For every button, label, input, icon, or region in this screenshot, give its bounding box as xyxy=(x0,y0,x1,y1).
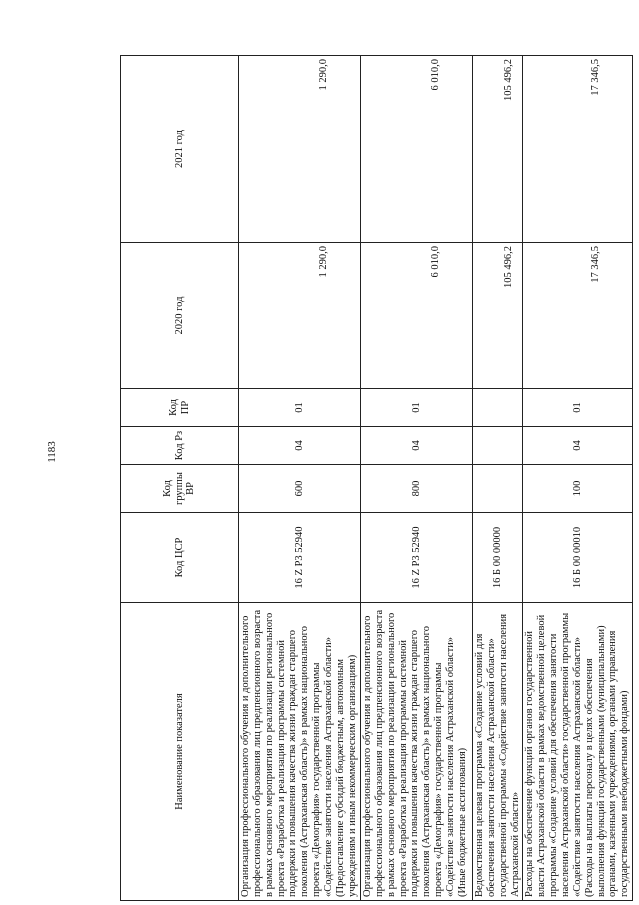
row-rz: 04 xyxy=(523,427,633,465)
row-pr: 01 xyxy=(523,389,633,427)
page-number: 1183 xyxy=(46,441,58,463)
row-2021: 17 346,5 xyxy=(523,56,633,243)
table-row xyxy=(361,56,473,901)
row-pr: 01 xyxy=(361,389,473,427)
row-rz xyxy=(473,427,523,465)
header-pr: Код ПР xyxy=(121,389,239,427)
row-csr: 16 Б 00 00010 xyxy=(523,513,633,603)
row-pr xyxy=(473,389,523,427)
budget-table-sheet xyxy=(120,56,631,901)
rotated-table-wrapper xyxy=(120,56,631,901)
row-2020: 17 346,5 xyxy=(523,243,633,389)
header-rz: Код Рз xyxy=(121,427,239,465)
row-csr: 16 Z P3 52940 xyxy=(361,513,473,603)
row-name: Расходы на обеспечение функций органов государственной власти Астраханской области в рамках ведомственной целевой программы «Создание условий для обеспечения занятости населения Астраханской области» государственной программы «Содействие занятости населения Астраханской области» (Расходы на выплаты персоналу в целях обеспечения выполнения функций государственными (муниципальными) органами, казенными учреждениями, органами управления государственными внебюджетными фондами) xyxy=(523,603,633,901)
header-csr: Код ЦСР xyxy=(121,513,239,603)
row-vr xyxy=(473,465,523,513)
row-name: Организация профессионального обучения и дополнительного профессионального образования лиц предпенсионного возраста в рамках основного мероприятия по реализации регионального проекта «Разработка и реализация программы системной поддержки и повышения качества жизни граждан старшего поколения (Астраханская область)» в рамках национального проекта «Демография» государственной программы «Содействие занятости населения Астраханской области» (Иные бюджетные ассигнования) xyxy=(361,603,473,901)
row-2021: 1 290,0 xyxy=(239,56,361,243)
table-header-row xyxy=(121,56,239,901)
row-2020: 1 290,0 xyxy=(239,243,361,389)
row-2021: 105 496,2 xyxy=(473,56,523,243)
row-vr: 600 xyxy=(239,465,361,513)
row-2020: 105 496,2 xyxy=(473,243,523,389)
row-vr: 800 xyxy=(361,465,473,513)
budget-table xyxy=(120,55,633,901)
row-vr: 100 xyxy=(523,465,633,513)
row-2020: 6 010,0 xyxy=(361,243,473,389)
row-rz: 04 xyxy=(361,427,473,465)
table-row xyxy=(239,56,361,901)
row-rz: 04 xyxy=(239,427,361,465)
table-row xyxy=(523,56,633,901)
table-row xyxy=(473,56,523,901)
header-2020: 2020 год xyxy=(121,243,239,389)
row-csr: 16 Б 00 00000 xyxy=(473,513,523,603)
row-2021: 6 010,0 xyxy=(361,56,473,243)
row-name: Организация профессионального обучения и дополнительного профессионального образования лиц предпенсионного возраста в рамках основного мероприятия по реализации регионального проекта «Разработка и реализация программы системной поддержки и повышения качества жизни граждан старшего поколения (Астраханская область)» в рамках национального проекта «Демография» государственной программы «Содействие занятости населения Астраханской области» (Предоставление субсидий бюджетным, автономным учреждениям и иным некоммерческим организациям) xyxy=(239,603,361,901)
row-csr: 16 Z P3 52940 xyxy=(239,513,361,603)
header-vr: Код группы ВР xyxy=(121,465,239,513)
header-name: Наименование показателя xyxy=(121,603,239,901)
row-name: Ведомственная целевая программа «Создание условий для обеспечения занятости населения Астраханской области» государственной программы «Содействие занятости населения Астраханской области» xyxy=(473,603,523,901)
row-pr: 01 xyxy=(239,389,361,427)
header-2021: 2021 год xyxy=(121,56,239,243)
